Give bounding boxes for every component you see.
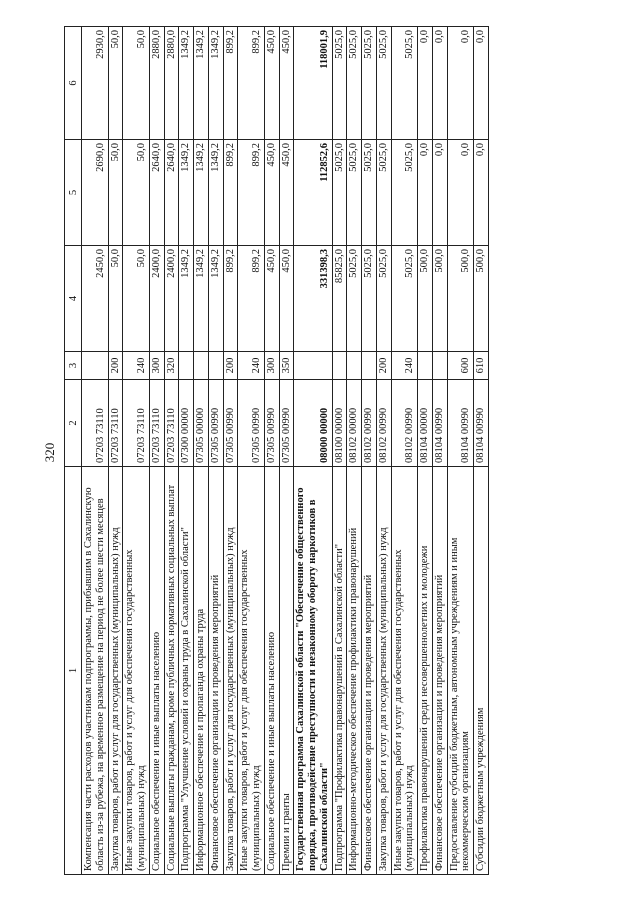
column-header: 4 [65,246,82,352]
expense-type-code: 240 [391,352,418,380]
amount-col6: 5025,0 [332,27,347,140]
row-name: Закупка товаров, работ и услуг для государственных (муниципальных) нужд [108,467,123,875]
table-row [164,27,179,875]
table-row [474,27,489,875]
expense-type-code: 300 [264,352,279,380]
column-header: 2 [65,380,82,467]
amount-col4: 331398,3 [294,246,332,352]
budget-code: 07305 00990 [238,380,265,467]
row-name: Информационное обеспечение и пропаганда охраны труда [194,467,209,875]
amount-col4: 2400,0 [164,246,179,352]
expense-type-code [82,352,109,380]
expense-type-code [418,352,433,380]
row-name: Иные закупки товаров, работ и услуг для обеспечения государственных (муниципальных) нужд [123,467,150,875]
amount-col6: 5025,0 [391,27,418,140]
budget-code: 07305 00990 [208,380,223,467]
expense-type-code: 350 [279,352,294,380]
budget-code: 08104 00990 [474,380,489,467]
row-name: Информационно-методическое обеспечение профилактики правонарушений [347,467,362,875]
amount-col6: 899,2 [223,27,238,140]
expense-type-code [332,352,347,380]
table-row [208,27,223,875]
row-name: Субсидии бюджетным учреждениям [474,467,489,875]
budget-code: 08102 00990 [391,380,418,467]
amount-col6: 5025,0 [376,27,391,140]
amount-col4: 2450,0 [82,246,109,352]
expense-type-code [179,352,194,380]
table-row [108,27,123,875]
amount-col5: 0,0 [418,140,433,246]
row-name: Закупка товаров, работ и услуг для государственных (муниципальных) нужд [223,467,238,875]
table-row [447,27,474,875]
budget-code: 07203 73110 [164,380,179,467]
amount-col5: 5025,0 [347,140,362,246]
amount-col4: 500,0 [418,246,433,352]
budget-code: 08102 00000 [347,380,362,467]
table-row [82,27,109,875]
column-header: 3 [65,352,82,380]
amount-col6: 1349,2 [194,27,209,140]
amount-col4: 450,0 [264,246,279,352]
expense-type-code: 240 [238,352,265,380]
amount-col5: 0,0 [447,140,474,246]
amount-col5: 50,0 [123,140,150,246]
expense-type-code: 200 [376,352,391,380]
amount-col6: 50,0 [108,27,123,140]
budget-code: 08100 00000 [332,380,347,467]
amount-col4: 1349,2 [179,246,194,352]
row-name: Иные закупки товаров, работ и услуг для обеспечения государственных (муниципальных) нужд [391,467,418,875]
amount-col5: 450,0 [264,140,279,246]
row-name: Финансовое обеспечение организации и проведения мероприятий [208,467,223,875]
expense-type-code: 610 [474,352,489,380]
budget-code: 08104 00000 [418,380,433,467]
table-row [194,27,209,875]
table-row [376,27,391,875]
amount-col5: 1349,2 [179,140,194,246]
amount-col6: 1349,2 [208,27,223,140]
expense-type-code [347,352,362,380]
row-name: Премии и гранты [279,467,294,875]
amount-col4: 50,0 [108,246,123,352]
amount-col5: 0,0 [432,140,447,246]
expense-type-code [208,352,223,380]
expense-type-code [362,352,377,380]
table-row [264,27,279,875]
table-row [332,27,347,875]
amount-col5: 5025,0 [362,140,377,246]
row-name: Государственная программа Сахалинской области "Обеспечение общественного порядка, противодействие преступности и незаконному обороту наркотиков в Сахалинской области" [294,467,332,875]
amount-col6: 118001,9 [294,27,332,140]
amount-col6: 0,0 [474,27,489,140]
amount-col6: 2880,0 [164,27,179,140]
budget-code: 07203 73110 [108,380,123,467]
amount-col5: 2640,0 [164,140,179,246]
amount-col6: 899,2 [238,27,265,140]
table-row [149,27,164,875]
amount-col4: 899,2 [223,246,238,352]
budget-code: 07305 00990 [223,380,238,467]
budget-code: 07305 00990 [279,380,294,467]
table-row [294,27,332,875]
amount-col6: 50,0 [123,27,150,140]
row-name: Предоставление субсидий бюджетным, автономным учреждениям и иным некоммерческим организациям [447,467,474,875]
table-row [238,27,265,875]
amount-col4: 2400,0 [149,246,164,352]
row-name: Иные закупки товаров, работ и услуг для обеспечения государственных (муниципальных) нужд [238,467,265,875]
amount-col6: 450,0 [264,27,279,140]
expense-type-code [194,352,209,380]
budget-code: 08000 00000 [294,380,332,467]
amount-col4: 5025,0 [376,246,391,352]
budget-code: 08102 00990 [376,380,391,467]
expense-type-code: 240 [123,352,150,380]
amount-col4: 1349,2 [194,246,209,352]
amount-col5: 450,0 [279,140,294,246]
table-row [347,27,362,875]
column-header: 6 [65,27,82,140]
expense-type-code [432,352,447,380]
budget-code: 08104 00990 [432,380,447,467]
amount-col5: 5025,0 [391,140,418,246]
amount-col4: 500,0 [447,246,474,352]
column-header: 1 [65,467,82,875]
row-name: Финансовое обеспечение организации и проведения мероприятий [432,467,447,875]
expense-type-code: 200 [108,352,123,380]
amount-col4: 5025,0 [391,246,418,352]
budget-code: 07203 73110 [149,380,164,467]
budget-code: 07300 00000 [179,380,194,467]
budget-code: 07203 73110 [82,380,109,467]
amount-col5: 2690,0 [82,140,109,246]
budget-code: 08104 00990 [447,380,474,467]
row-name: Социальное обеспечение и иные выплаты населению [149,467,164,875]
amount-col4: 500,0 [474,246,489,352]
expense-type-code: 320 [164,352,179,380]
amount-col6: 2880,0 [149,27,164,140]
amount-col5: 5025,0 [376,140,391,246]
row-name: Социальное обеспечение и иные выплаты населению [264,467,279,875]
page-number: 320 [42,442,57,463]
expense-type-code: 600 [447,352,474,380]
expense-type-code: 200 [223,352,238,380]
table-body [82,27,489,875]
amount-col4: 450,0 [279,246,294,352]
amount-col5: 1349,2 [194,140,209,246]
amount-col6: 5025,0 [362,27,377,140]
amount-col6: 450,0 [279,27,294,140]
row-name: Закупка товаров, работ и услуг для государственных (муниципальных) нужд [376,467,391,875]
amount-col4: 5025,0 [347,246,362,352]
expense-type-code [294,352,332,380]
amount-col4: 899,2 [238,246,265,352]
column-header: 5 [65,140,82,246]
amount-col5: 899,2 [223,140,238,246]
amount-col4: 85825,0 [332,246,347,352]
table-row [391,27,418,875]
table-row [179,27,194,875]
amount-col5: 1349,2 [208,140,223,246]
row-name: Подпрограмма "Профилактика правонарушений в Сахалинской области" [332,467,347,875]
row-name: Профилактика правонарушений среди несовершеннолетних и молодежи [418,467,433,875]
amount-col5: 0,0 [474,140,489,246]
row-name: Социальные выплаты гражданам, кроме публичных нормативных социальных выплат [164,467,179,875]
budget-code: 07305 00990 [264,380,279,467]
table-row [418,27,433,875]
amount-col5: 899,2 [238,140,265,246]
budget-code: 07203 73110 [123,380,150,467]
amount-col4: 5025,0 [362,246,377,352]
amount-col5: 5025,0 [332,140,347,246]
table-row [362,27,377,875]
table-header-row [65,27,82,875]
row-name: Финансовое обеспечение организации и проведения мероприятий [362,467,377,875]
row-name: Подпрограмма "Улучшение условий и охраны труда в Сахалинской области" [179,467,194,875]
table-row [279,27,294,875]
amount-col6: 0,0 [432,27,447,140]
expense-type-code: 300 [149,352,164,380]
amount-col5: 112852,6 [294,140,332,246]
amount-col4: 50,0 [123,246,150,352]
amount-col6: 1349,2 [179,27,194,140]
amount-col6: 2930,0 [82,27,109,140]
amount-col6: 5025,0 [347,27,362,140]
amount-col6: 0,0 [418,27,433,140]
table-row [223,27,238,875]
row-name: Компенсация части расходов участникам подпрограммы, прибывшим в Сахалинскую область из-за рубежа, на временное размещение на период не более шести месяцев [82,467,109,875]
budget-table [64,26,489,875]
amount-col5: 2640,0 [149,140,164,246]
amount-col5: 50,0 [108,140,123,246]
budget-code: 08102 00990 [362,380,377,467]
table-row [123,27,150,875]
budget-code: 07305 00000 [194,380,209,467]
amount-col4: 1349,2 [208,246,223,352]
amount-col4: 500,0 [432,246,447,352]
amount-col6: 0,0 [447,27,474,140]
table-row [432,27,447,875]
